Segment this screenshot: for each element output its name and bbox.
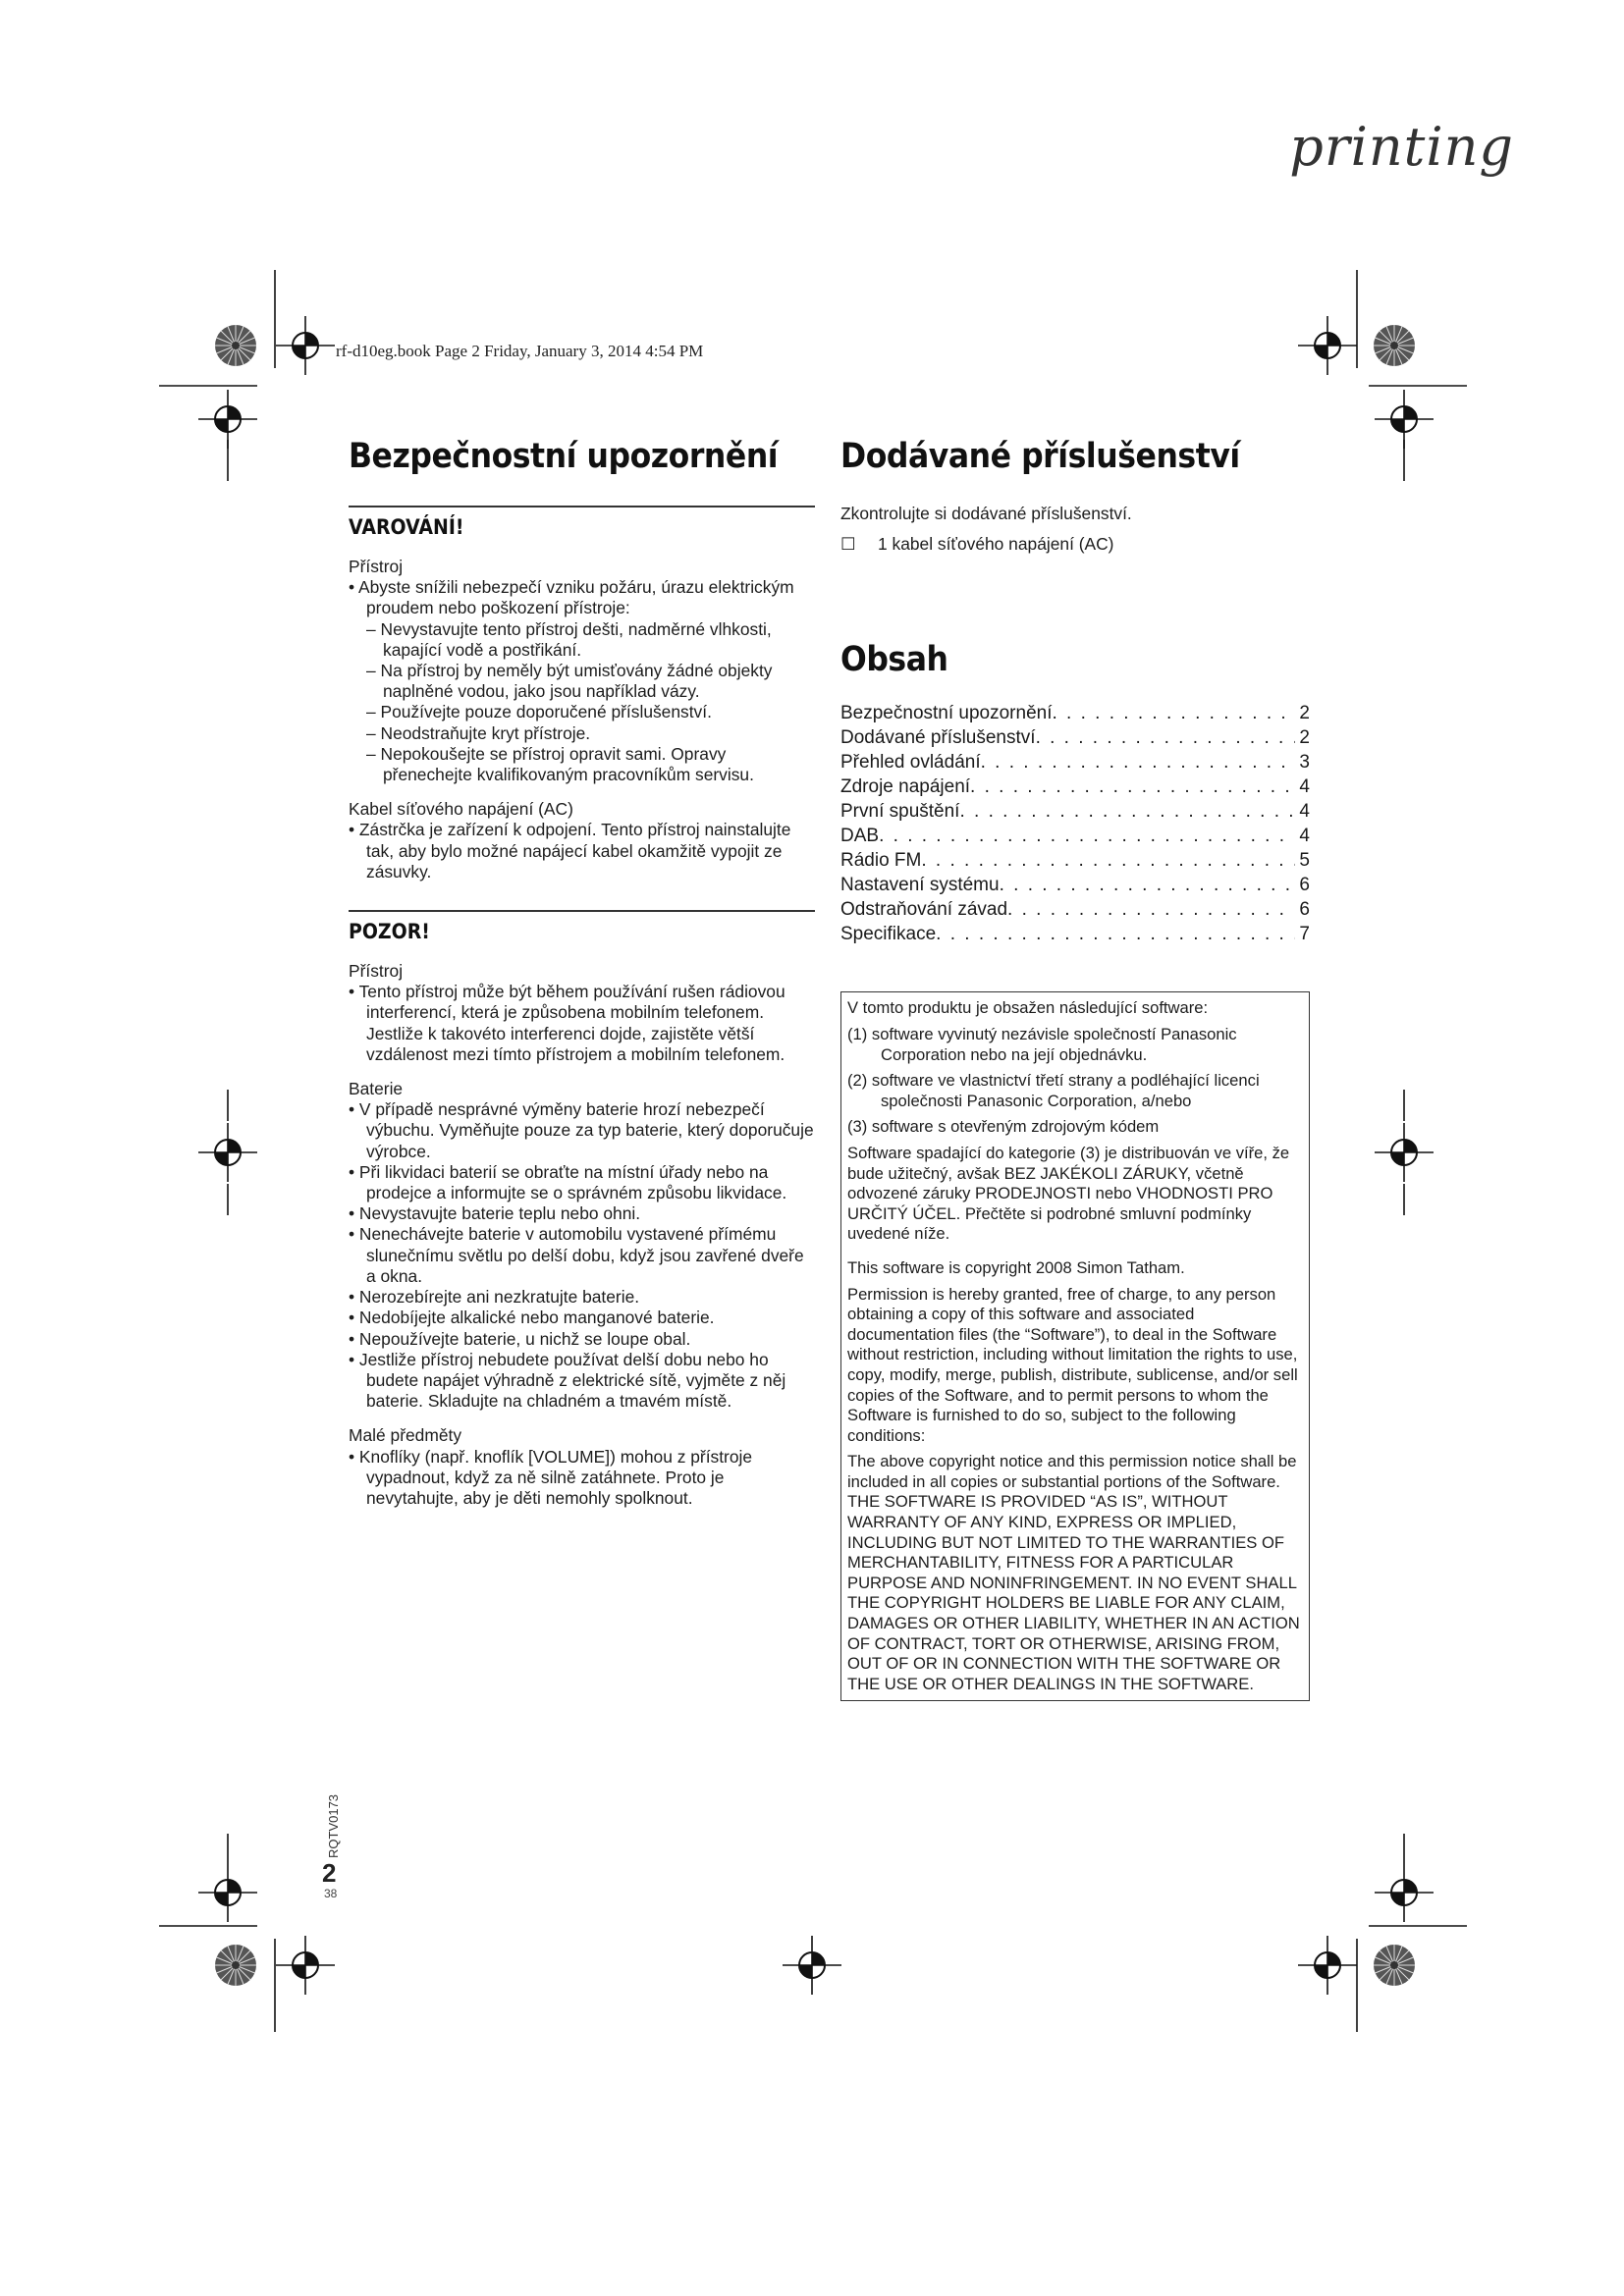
- license-item: (3) software s otevřeným zdrojovým kódem: [847, 1117, 1160, 1137]
- caution-section: [349, 961, 815, 1509]
- color-wheel-mark: [1374, 325, 1415, 366]
- leader-dots: [1000, 873, 1296, 897]
- leader-dots: [1007, 897, 1295, 922]
- leader-dots: [970, 774, 1295, 799]
- left-column: [349, 437, 815, 1509]
- caution-heading: POZOR!: [349, 920, 430, 944]
- registration-mark: [198, 390, 257, 449]
- right-column: [840, 437, 1310, 1701]
- license-cz-paragraph: Software spadající do kategorie (3) je distribuován ve víře, že bude užitečný, avšak BEZ JAKÉKOLI ZÁRUKY, včetně odvozené záruky PRODEJNOSTI nebo VHODNOSTI PRO URČITÝ ÚČEL. Přečtěte si podrobné smluvní podmínky uvedené níže.: [847, 1143, 1290, 1244]
- leader-dots: [879, 824, 1295, 848]
- list-item: • Nedobíjejte alkalické nebo manganové baterie.: [349, 1308, 715, 1328]
- registration-mark: [1375, 1123, 1434, 1182]
- toc-entry[interactable]: Odstraňování závad . . . 6: [840, 897, 1310, 922]
- license-permission: Permission is hereby granted, free of charge, to any person obtaining a copy of this software and associated documentation files (the “Software”), to deal in the Software without restriction, including without limitation the rights to use, copy, modify, merge, publish, distribute, sublicense, and/or sell copies of the Software, and to permit persons to whom the Software is furnished to do so, subject to the following conditions:: [847, 1284, 1298, 1445]
- license-copyright: This software is copyright 2008 Simon Tatham.: [847, 1257, 1185, 1277]
- warning-section: [349, 557, 815, 882]
- registration-mark: [198, 1863, 257, 1922]
- accessories-section: [840, 504, 1310, 556]
- book-info-line: rf-d10eg.book Page 2 Friday, January 3, 2014 4:54 PM: [336, 342, 704, 360]
- list-item: – Používejte pouze doporučené příslušenství.: [366, 702, 712, 722]
- registration-mark: [1298, 1936, 1357, 1995]
- registration-mark: [276, 316, 335, 375]
- cable-heading: Kabel síťového napájení (AC): [349, 799, 573, 820]
- license-item: (1) software vyvinutý nezávisle společností Panasonic Corporation nebo na její objednávku.: [847, 1025, 1237, 1064]
- list-item: • Při likvidaci baterií se obraťte na místní úřady nebo na prodejce a informujte se o správném způsobu likvidace.: [349, 1161, 787, 1203]
- accessories-title: Dodávané příslušenství: [840, 437, 1240, 476]
- list-item: • V případě nesprávné výměny baterie hrozí nebezpečí výbuchu. Vyměňujte pouze za typ baterie, který doporučuje výrobce.: [349, 1099, 814, 1161]
- table-of-contents: [840, 701, 1310, 946]
- leader-dots: [981, 750, 1296, 774]
- toc-entry[interactable]: Bezpečnostní upozornění . . . 2: [840, 701, 1310, 725]
- registration-mark: [1298, 316, 1357, 375]
- license-intro: V tomto produktu je obsažen následující software:: [847, 998, 1209, 1018]
- license-item: (2) software ve vlastnictví třetí strany a podléhající licenci společnosti Panasonic Corporation, a/nebo: [847, 1071, 1260, 1110]
- list-item: – Nepokoušejte se přístroj opravit sami. Opravy přenechejte kvalifikovaným pracovníkům servisu.: [366, 743, 754, 785]
- list-item: • Nepoužívejte baterie, u nichž se loupe obal.: [349, 1328, 691, 1349]
- leader-dots: [959, 799, 1295, 824]
- toc-entry[interactable]: Rádio FM . . . 5: [840, 848, 1310, 873]
- toc-entry[interactable]: Zdroje napájení . . . 4: [840, 774, 1310, 799]
- list-item: • Zástrčka je zařízení k odpojení. Tento přístroj nainstalujte tak, aby bylo možné napájecí kabel okamžitě vypojit ze zásuvky.: [349, 820, 791, 881]
- list-item: • Jestliže přístroj nebudete používat delší dobu nebo ho budete napájet výhradně z elektrické sítě, vyjměte z něj baterie. Skladujte na chladném a tmavém místě.: [349, 1349, 786, 1412]
- leader-dots: [936, 922, 1295, 946]
- contents-title: Obsah: [840, 640, 948, 680]
- accessories-intro: Zkontrolujte si dodávané příslušenství.: [840, 504, 1132, 523]
- registration-mark: [783, 1936, 841, 1995]
- battery-heading: Baterie: [349, 1079, 404, 1099]
- list-item: • Abyste snížili nebezpečí vzniku požáru, úrazu elektrickým proudem nebo poškození přístroje:: [349, 577, 794, 618]
- checkbox-icon: ☐: [840, 535, 856, 556]
- document-code: RQTV0173: [326, 1793, 341, 1858]
- list-item: – Neodstraňujte kryt přístroje.: [366, 722, 591, 743]
- leader-dots: [1053, 701, 1296, 725]
- color-wheel-mark: [215, 325, 256, 366]
- leader-dots: [1036, 725, 1296, 750]
- list-item: – Na přístroj by neměly být umisťovány žádné objekty naplněné vodou, jako jsou například vázy.: [366, 661, 773, 702]
- list-item: • Nerozebírejte ani nezkratujte baterie.: [349, 1287, 640, 1308]
- list-item: • Nenechávejte baterie v automobilu vystavené přímému slunečnímu světlu po delší dobu, když jsou zavřené dveře a okna.: [349, 1224, 804, 1286]
- toc-entry[interactable]: Nastavení systému . . . 6: [840, 873, 1310, 897]
- leader-dots: [921, 848, 1295, 873]
- license-disclaimer: THE SOFTWARE IS PROVIDED “AS IS”, WITHOUT WARRANTY OF ANY KIND, EXPRESS OR IMPLIED, INCLUDING BUT NOT LIMITED TO THE WARRANTIES OF MERCHANTABILITY, FITNESS FOR A PARTICULAR PURPOSE AND NONINFRINGEMENT. IN NO EVENT SHALL THE COPYRIGHT HOLDERS BE LIABLE FOR ANY CLAIM, DAMAGES OR OTHER LIABILITY, WHETHER IN AN ACTION OF CONTRACT, TORT OR OTHERWISE, ARISING FROM, OUT OF OR IN CONNECTION WITH THE SOFTWARE OR THE USE OR OTHER DEALINGS IN THE SOFTWARE.: [847, 1492, 1300, 1693]
- page-number: 2: [322, 1858, 337, 1888]
- license-notice: The above copyright notice and this permission notice shall be included in all copies or substantial portions of the Software.: [847, 1452, 1297, 1491]
- toc-entry[interactable]: Specifikace . . . 7: [840, 922, 1310, 946]
- accessory-item: ☐ 1 kabel síťového napájení (AC): [840, 534, 1114, 556]
- list-item: • Nevystavujte baterie teplu nebo ohni.: [349, 1203, 641, 1224]
- toc-entry[interactable]: První spuštění . . . 4: [840, 799, 1310, 824]
- color-wheel-mark: [215, 1945, 256, 1986]
- sub-page-number: 38: [324, 1887, 338, 1900]
- color-wheel-mark: [1374, 1945, 1415, 1986]
- registration-mark: [276, 1936, 335, 1995]
- toc-entry[interactable]: DAB . . . 4: [840, 824, 1310, 848]
- list-item: • Knoflíky (např. knoflík [VOLUME]) mohou z přístroje vypadnout, když za ně silně zatáhnete. Proto je nevytahujte, aby je děti nemohly spolknout.: [349, 1446, 753, 1508]
- device-heading: Přístroj: [349, 557, 404, 576]
- toc-entry[interactable]: Přehled ovládání . . . 3: [840, 750, 1310, 774]
- list-item: • Tento přístroj může být během používání rušen rádiovou interferencí, která je způsobena mobilním telefonem. Jestliže k takovéto interferenci dojde, zajistěte větší vzdálenost mezi tímto přístrojem a mobilním telefonem.: [349, 982, 785, 1064]
- toc-entry[interactable]: Dodávané příslušenství . . . 2: [840, 725, 1310, 750]
- list-item: – Nevystavujte tento přístroj dešti, nadměrné vlhkosti, kapající vodě a postřikání.: [366, 618, 772, 660]
- safety-title: Bezpečnostní upozornění: [349, 437, 779, 476]
- registration-mark: [198, 1123, 257, 1182]
- printing-mark: printing: [1289, 116, 1514, 178]
- device-heading: Přístroj: [349, 961, 404, 982]
- registration-mark: [1375, 390, 1434, 449]
- warning-heading: VAROVÁNÍ!: [349, 515, 464, 539]
- registration-mark: [1375, 1863, 1434, 1922]
- software-license-box: [840, 991, 1310, 1701]
- small-parts-heading: Malé předměty: [349, 1425, 462, 1446]
